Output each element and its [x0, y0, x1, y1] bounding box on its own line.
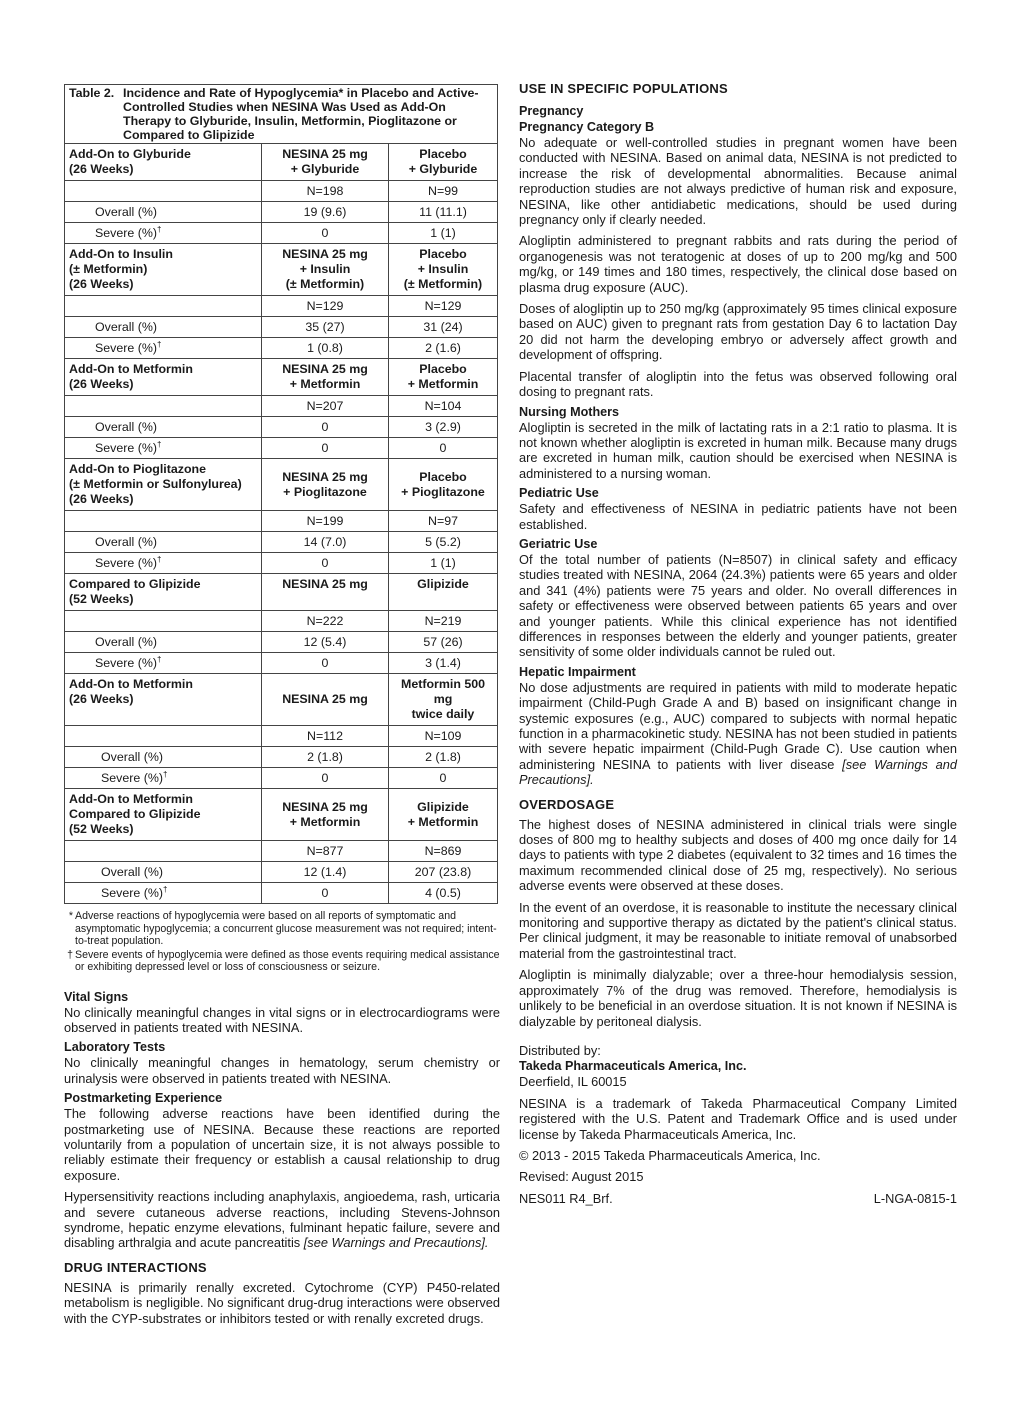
sample-size: N=219 — [389, 611, 498, 632]
drug-interactions-text: NESINA is primarily renally excreted. Cytochrome (CYP) P450-related metabolism is negligible. No significant drug-drug interactions were observed with the CYP-substrates or inhibitors tested or with renally excreted drugs. — [64, 1279, 500, 1326]
table-cell: 4 (0.5) — [389, 883, 498, 904]
table-cell: 2 (1.6) — [389, 338, 498, 359]
comparator-column-header: Glipizide + Metformin — [389, 789, 498, 841]
right-column — [519, 80, 957, 1206]
postmarketing-heading: Postmarketing Experience — [64, 1091, 223, 1106]
table-section-header — [65, 789, 498, 841]
hepatic-impairment-heading: Hepatic Impairment — [519, 664, 636, 679]
nursing-mothers-heading: Nursing Mothers — [519, 404, 620, 419]
table-row — [65, 653, 498, 674]
comparator-column-header: Metformin 500 mg twice daily — [389, 674, 498, 726]
row-label: Severe (%)† — [65, 653, 262, 674]
footnote-adverse: * Adverse reactions of hypoglycemia were based on all reports of symptomatic and asymptomatic hypoglycemia; a concurrent glucose measurement was not required; intent-to-treat population. — [68, 910, 497, 947]
table-row — [65, 417, 498, 438]
table-cell: 207 (23.8) — [389, 862, 498, 883]
pregnancy-category-heading: Pregnancy Category B — [519, 120, 655, 134]
table-cell: 31 (24) — [389, 317, 498, 338]
pediatric-use-text: Safety and effectiveness of NESINA in pediatric patients have not been established. — [519, 501, 957, 532]
dagger-mark: † — [162, 884, 168, 894]
treatment-column-header: NESINA 25 mg + Insulin (± Metformin) — [262, 244, 389, 296]
table-row — [65, 317, 498, 338]
table-cell: 0 — [262, 883, 389, 904]
table-row — [65, 396, 498, 417]
left-column — [64, 84, 500, 1326]
table-cell: 0 — [262, 438, 389, 459]
table-cell: 1 (1) — [389, 223, 498, 244]
dagger-mark: † — [156, 439, 162, 449]
comparator-column-header: Placebo + Metformin — [389, 359, 498, 396]
table-cell: 0 — [389, 768, 498, 789]
warnings-reference: [see Warnings and Precautions]. — [303, 1235, 489, 1251]
treatment-column-header: NESINA 25 mg + Metformin — [262, 789, 389, 841]
pregnancy-heading: Pregnancy — [519, 104, 584, 118]
section-label: Add-On to Glyburide (26 Weeks) — [65, 144, 262, 181]
row-label: Severe (%)† — [65, 338, 262, 359]
dagger-mark: † — [156, 554, 162, 564]
dagger-mark: † — [156, 339, 162, 349]
table-cell: 3 (1.4) — [389, 653, 498, 674]
section-label: Add-On to Metformin (26 Weeks) — [65, 359, 262, 396]
row-label: Severe (%)† — [65, 883, 262, 904]
hepatic-warnings-reference: [see Warnings and Precautions]. — [519, 756, 958, 788]
row-label: Severe (%)† — [65, 223, 262, 244]
overdosage-text-1: The highest doses of NESINA administered in clinical trials were single doses of 800 mg to healthy subjects and doses of 400 mg once daily for 14 days to patients with type 2 diabetes (equivalent to 32 times and 16 times the maximum recommended clinical dose of 25 mg, respectively). No serious adverse events were observed at these doses. — [519, 816, 957, 894]
section-label: Add-On to Metformin Compared to Glipizide (52 Weeks) — [65, 789, 262, 841]
row-label: Overall (%) — [65, 862, 262, 883]
table-cell: 0 — [262, 768, 389, 789]
laboratory-tests-heading: Laboratory Tests — [64, 1040, 166, 1055]
sample-size: N=869 — [389, 841, 498, 862]
dagger-mark: † — [156, 654, 162, 664]
table-number: Table 2. — [69, 86, 115, 100]
comparator-column-header: Placebo + Pioglitazone — [389, 459, 498, 511]
distributor-company: Takeda Pharmaceuticals America, Inc. — [519, 1059, 747, 1074]
table-cell: 0 — [262, 553, 389, 574]
table-cell: 5 (5.2) — [389, 532, 498, 553]
table-section-header — [65, 674, 498, 726]
treatment-column-header: NESINA 25 mg + Metformin — [262, 359, 389, 396]
treatment-column-header: NESINA 25 mg + Pioglitazone — [262, 459, 389, 511]
table-cell: 1 (0.8) — [262, 338, 389, 359]
table-row — [65, 202, 498, 223]
postmarketing-text-1: The following adverse reactions have been identified during the postmarketing use of NESINA. Because these reactions are reported voluntarily from a population of uncertain size, it is not always possible to reliably estimate their frequency or establish a causal relationship to drug exposure. — [64, 1106, 500, 1183]
table-cell: 1 (1) — [389, 553, 498, 574]
table-section-header — [65, 244, 498, 296]
hepatic-impairment-text: No dose adjustments are required in patients with mild to moderate hepatic impairment (Child-Pugh Grade A and B) based on insignificant change in systemic exposures (e.g., AUC) compared to subjects with normal hepatic function in a pharmacokinetic study. NESINA has not been studied in patients with severe hepatic impairment (Child-Pugh Grade C). Use caution when administering NESINA to patients with liver disease [see Warnings and Precautions]. — [519, 679, 958, 788]
overdosage-text-3: Alogliptin is minimally dialyzable; over a three-hour hemodialysis session, approximately 7% of the drug was removed. Therefore, hemodialysis is unlikely to be beneficial in an overdose situation. It is not known if NESINA is dialyzable by peritoneal dialysis. — [519, 967, 957, 1029]
trademark-notice: NESINA is a trademark of Takeda Pharmaceutical Company Limited registered with the U.S. Patent and Trademark Office and is used under license by Takeda Pharmaceuticals America, Inc. — [519, 1095, 957, 1142]
table-row — [65, 338, 498, 359]
table-row — [65, 223, 498, 244]
footnote-severe: † Severe events of hypoglycemia were defined as those events requiring medical assistance or exhibiting depressed level or loss of consciousness or seizure. — [67, 948, 500, 973]
row-label: Severe (%)† — [65, 438, 262, 459]
sample-size: N=877 — [262, 841, 389, 862]
copyright-notice: © 2013 - 2015 Takeda Pharmaceuticals America, Inc. — [519, 1147, 821, 1163]
geriatric-use-heading: Geriatric Use — [519, 536, 598, 551]
sample-size: N=97 — [389, 511, 498, 532]
table-row — [65, 768, 498, 789]
sample-size: N=112 — [262, 726, 389, 747]
sample-size: N=222 — [262, 611, 389, 632]
table-cell: 35 (27) — [262, 317, 389, 338]
distributed-by: Distributed by: — [519, 1042, 601, 1058]
table-cell: 0 — [389, 438, 498, 459]
table-row — [65, 438, 498, 459]
comparator-column-header: Placebo + Glyburide — [389, 144, 498, 181]
postmarketing-text-2: Hypersensitivity reactions including anaphylaxis, angioedema, rash, urticaria and severe cutaneous adverse reactions, including Stevens-Johnson syndrome, hepatic enzyme elevations, fulminant hepatic failure, severe and disabling arthralgia and acute pancreatitis [see Warnings and Precautions]. — [64, 1189, 500, 1251]
table-row — [65, 532, 498, 553]
pregnancy-text-2: Alogliptin administered to pregnant rabbits and rats during the period of organogenesis was not teratogenic at doses of up to 200 mg/kg and 500 mg/kg, or 149 times and 180 times, respectively, the clinical dose based on plasma drug exposure (AUC). — [519, 233, 957, 295]
table-row — [65, 181, 498, 202]
row-label: Overall (%) — [65, 417, 262, 438]
row-label: Overall (%) — [65, 532, 262, 553]
table-row — [65, 726, 498, 747]
row-label: Severe (%)† — [65, 553, 262, 574]
row-label: Overall (%) — [65, 317, 262, 338]
treatment-column-header: NESINA 25 mg — [262, 574, 389, 611]
table-section-header — [65, 359, 498, 396]
sample-size: N=199 — [262, 511, 389, 532]
table-row — [65, 296, 498, 317]
table-cell: 19 (9.6) — [262, 202, 389, 223]
sample-size: N=129 — [262, 296, 389, 317]
table-row — [65, 632, 498, 653]
table-row — [65, 511, 498, 532]
document-code: NES011 R4_Brf. — [519, 1190, 613, 1206]
label-code: L-NGA-0815-1 — [873, 1190, 957, 1206]
row-label: Overall (%) — [65, 632, 262, 653]
table-row — [65, 841, 498, 862]
laboratory-tests-text: No clinically meaningful changes in hematology, serum chemistry or urinalysis were observed in patients treated with NESINA. — [64, 1055, 500, 1086]
vital-signs-heading: Vital Signs — [64, 989, 129, 1004]
sample-size: N=99 — [389, 181, 498, 202]
table-cell: 2 (1.8) — [389, 747, 498, 768]
sample-size: N=129 — [389, 296, 498, 317]
table-section-header — [65, 459, 498, 511]
comparator-column-header: Placebo + Insulin (± Metformin) — [389, 244, 498, 296]
row-label: Overall (%) — [65, 747, 262, 768]
distributor-city: Deerfield, IL 60015 — [519, 1074, 627, 1090]
pregnancy-text-3: Doses of alogliptin up to 250 mg/kg (approximately 95 times clinical exposure based on AUC) given to pregnant rats from gestation Day 6 to lactation Day 20 did not harm the developing embryo or adversely affect growth and development of offspring. — [519, 301, 957, 363]
dagger-mark: † — [156, 224, 162, 234]
table-section-header — [65, 574, 498, 611]
table-title: Incidence and Rate of Hypoglycemia* in Placebo and Active-Controlled Studies when NESINA Was Used as Add-On Therapy to Glyburide, Insulin, Metformin, Pioglitazone or Compared to Glipizide — [123, 86, 479, 142]
table-row — [65, 747, 498, 768]
pediatric-use-heading: Pediatric Use — [519, 486, 599, 501]
overdosage-heading: OVERDOSAGE — [519, 796, 615, 812]
table-row — [65, 611, 498, 632]
table-cell: 12 (5.4) — [262, 632, 389, 653]
overdosage-text-2: In the event of an overdose, it is reasonable to institute the necessary clinical monitoring and supportive therapy as dictated by the patient's clinical status. Per clinical judgment, it may be reasonable to initiate removal of unabsorbed material from the gastrointestinal tract. — [519, 899, 957, 961]
table-row — [65, 553, 498, 574]
section-label: Add-On to Insulin (± Metformin) (26 Weeks) — [65, 244, 262, 296]
drug-interactions-heading: DRUG INTERACTIONS — [64, 1259, 207, 1275]
table-section-header — [65, 144, 498, 181]
table-cell: 57 (26) — [389, 632, 498, 653]
section-label: Compared to Glipizide (52 Weeks) — [65, 574, 262, 611]
table-row — [65, 883, 498, 904]
treatment-column-header: NESINA 25 mg + Glyburide — [262, 144, 389, 181]
comparator-column-header: Glipizide — [389, 574, 498, 611]
table-footnotes — [64, 910, 500, 974]
sample-size: N=104 — [389, 396, 498, 417]
table-body — [65, 144, 498, 904]
table-cell: 2 (1.8) — [262, 747, 389, 768]
document-codes — [519, 1191, 957, 1206]
use-in-populations-heading: USE IN SPECIFIC POPULATIONS — [519, 81, 728, 96]
section-label: Add-On to Pioglitazone (± Metformin or Sulfonylurea) (26 Weeks) — [65, 459, 262, 511]
nursing-mothers-text: Alogliptin is secreted in the milk of lactating rats in a 2:1 ratio to plasma. It is not known whether alogliptin is excreted in human milk. Because many drugs are excreted in human milk, caution should be exercised when NESINA is administered to a nursing woman. — [519, 419, 957, 481]
revised-date: Revised: August 2015 — [519, 1169, 644, 1185]
vital-signs-text: No clinically meaningful changes in vital signs or in electrocardiograms were observed in patients treated with NESINA. — [64, 1004, 500, 1035]
dagger-mark: † — [162, 769, 168, 779]
table-cell: 0 — [262, 653, 389, 674]
table-cell: 3 (2.9) — [389, 417, 498, 438]
table-caption — [65, 85, 498, 144]
sample-size: N=207 — [262, 396, 389, 417]
geriatric-use-text: Of the total number of patients (N=8507) in clinical safety and efficacy studies treated with NESINA, 2064 (24.3%) patients were 65 years and older and 341 (4%) patients were 75 years and older. No overall differences in safety or effectiveness were observed between patients 65 years and over and younger patients. While this clinical experience has not identified differences in responses between the elderly and younger patients, greater sensitivity of some older individuals cannot be ruled out. — [519, 551, 957, 660]
table-cell: 14 (7.0) — [262, 532, 389, 553]
table-cell: 0 — [262, 223, 389, 244]
sample-size: N=198 — [262, 181, 389, 202]
pregnancy-text-1: No adequate or well-controlled studies in pregnant women have been conducted with NESINA. Based on animal data, NESINA is not predicted to increase the risk of developmental abnormalities. Because animal reproduction studies are not always predictive of human risk and exposure, NESINA, like other antidiabetic medications, should be used during pregnancy only if clearly needed. — [519, 135, 957, 228]
pregnancy-text-4: Placental transfer of alogliptin into the fetus was observed following oral dosing to pregnant rats. — [519, 368, 957, 400]
table-row — [65, 862, 498, 883]
table-cell: 12 (1.4) — [262, 862, 389, 883]
section-label: Add-On to Metformin (26 Weeks) — [65, 674, 262, 726]
sample-size: N=109 — [389, 726, 498, 747]
table-cell: 11 (11.1) — [389, 202, 498, 223]
row-label: Overall (%) — [65, 202, 262, 223]
table-cell: 0 — [262, 417, 389, 438]
hypoglycemia-table — [64, 84, 498, 904]
treatment-column-header: NESINA 25 mg — [262, 674, 389, 726]
row-label: Severe (%)† — [65, 768, 262, 789]
